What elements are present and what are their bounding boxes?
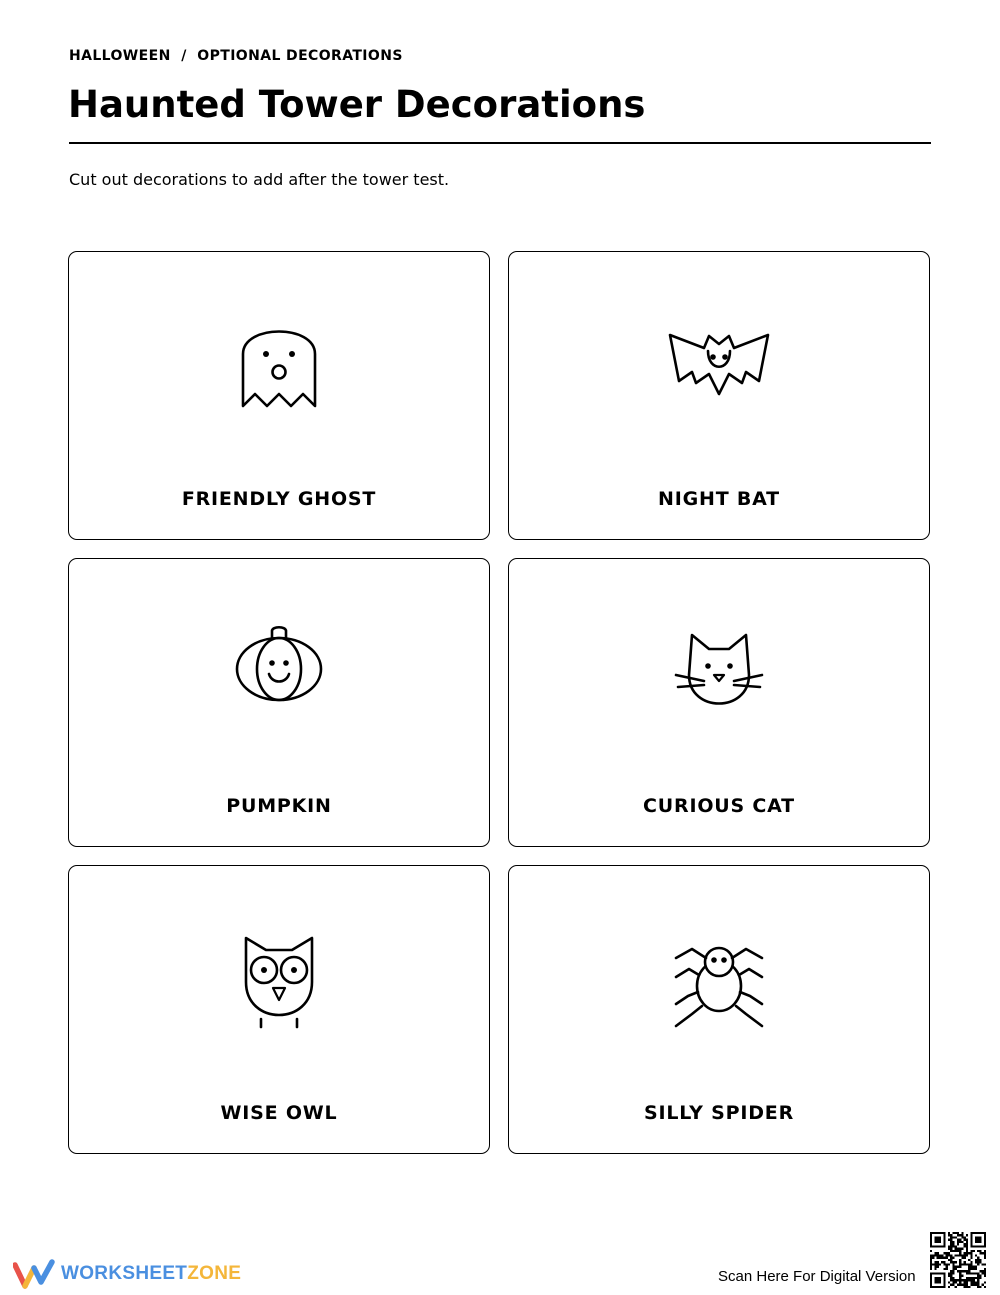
page-title: Haunted Tower Decorations [68, 83, 646, 126]
breadcrumb: HALLOWEEN / OPTIONAL DECORATIONS [69, 48, 403, 64]
ghost-icon [224, 316, 334, 416]
bat-icon [664, 316, 774, 416]
intro-text: Cut out decorations to add after the tower test. [69, 170, 450, 189]
pumpkin-icon [224, 623, 334, 723]
decoration-card-spider [508, 865, 930, 1154]
owl-icon [224, 930, 334, 1030]
worksheetzone-logo[interactable] [13, 1258, 241, 1290]
logo-text: WORKSHEETZONE [61, 1263, 242, 1284]
card-label: SILLY SPIDER [643, 1102, 795, 1124]
spider-icon [664, 930, 774, 1030]
card-label: FRIENDLY GHOST [181, 488, 377, 510]
qr-code-icon[interactable] [930, 1232, 986, 1288]
decoration-card-pumpkin [68, 558, 490, 847]
decoration-card-owl [68, 865, 490, 1154]
decoration-card-cat [508, 558, 930, 847]
card-label: PUMPKIN [226, 795, 332, 817]
cat-icon [664, 623, 774, 723]
card-label: CURIOUS CAT [643, 795, 795, 817]
decoration-card-ghost [68, 251, 490, 540]
scan-text: Scan Here For Digital Version [718, 1268, 916, 1285]
card-label: NIGHT BAT [658, 488, 780, 510]
logo-mark-icon [13, 1258, 55, 1290]
title-divider [69, 142, 931, 144]
card-label: WISE OWL [220, 1102, 338, 1124]
decoration-card-bat [508, 251, 930, 540]
